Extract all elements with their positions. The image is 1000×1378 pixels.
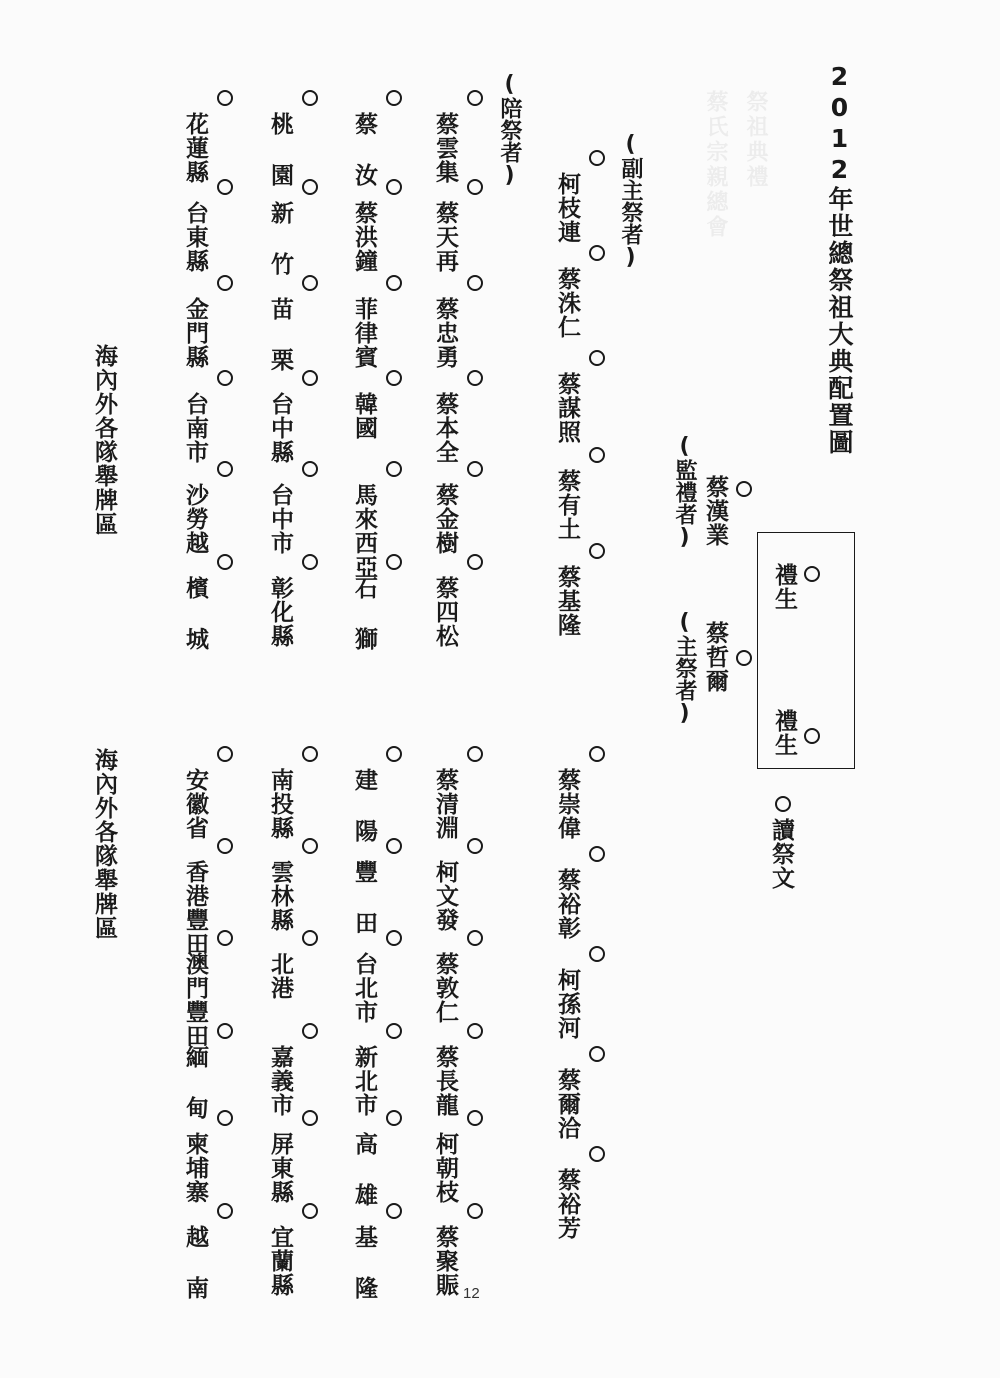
seat-name: 蔡謀照 [554, 372, 580, 444]
seat-name: 檳 城 [182, 576, 208, 651]
seat-name: 台北市 [351, 952, 377, 1024]
banner-area-right: 海內外各隊舉牌區 [91, 748, 117, 940]
seat-marker [589, 1046, 605, 1062]
seat-marker [386, 1110, 402, 1126]
accompany-label: (陪祭者) [497, 72, 522, 188]
seat-marker [467, 746, 483, 762]
seat-marker [467, 370, 483, 386]
seat-name: 馬來西亞 [351, 483, 377, 579]
seat-marker [217, 746, 233, 762]
seat-marker [386, 746, 402, 762]
seat-marker [386, 554, 402, 570]
seat-marker [589, 746, 605, 762]
seat-name: 沙勞越 [182, 483, 208, 555]
seat-marker [386, 370, 402, 386]
seat-marker [217, 1203, 233, 1219]
bleed-through-text: 蔡氏宗親總會 [703, 90, 728, 240]
seat-name: 北港 [267, 952, 293, 1000]
seat-marker [386, 1023, 402, 1039]
seat-name: 柯文發 [432, 860, 458, 932]
seat-marker [589, 946, 605, 962]
seat-marker [217, 370, 233, 386]
seat-marker [217, 275, 233, 291]
seat-name: 蔡洙仁 [554, 267, 580, 339]
seat-name: 新 竹 [267, 201, 293, 276]
seat-name: 柯朝枝 [432, 1132, 458, 1204]
seat-marker [467, 930, 483, 946]
seat-marker [386, 461, 402, 477]
ceremony-seat-marker [804, 566, 820, 582]
seat-name: 新北市 [351, 1045, 377, 1117]
seat-marker [302, 746, 318, 762]
seat-marker [386, 1203, 402, 1219]
seat-marker [302, 370, 318, 386]
seat-name: 蔡崇偉 [554, 768, 580, 840]
seat-marker [217, 1023, 233, 1039]
seat-name: 桃 園 [267, 112, 293, 187]
chief-seat-marker [736, 650, 752, 666]
seat-name: 蔡裕芳 [554, 1168, 580, 1240]
seat-name: 台中縣 [267, 392, 293, 464]
seat-marker [302, 838, 318, 854]
seat-name: 蔡四松 [432, 576, 458, 648]
seat-name: 越 南 [182, 1225, 208, 1300]
supervisor-role: (監禮者) [672, 434, 697, 550]
page-number: 12 [463, 1285, 480, 1302]
seat-marker [589, 350, 605, 366]
seat-marker [386, 838, 402, 854]
seat-name: 台東縣 [182, 201, 208, 273]
reader-seat-marker [775, 796, 791, 812]
seat-name: 蔡基隆 [554, 565, 580, 637]
seat-name: 屏東縣 [267, 1132, 293, 1204]
seat-name: 基 隆 [351, 1225, 377, 1300]
seat-name: 台中市 [267, 483, 293, 555]
seat-name: 蔡有土 [554, 469, 580, 541]
bleed-through-text: 祭祖典禮 [743, 90, 768, 190]
seat-marker [302, 1110, 318, 1126]
seat-marker [302, 554, 318, 570]
seat-marker [467, 90, 483, 106]
ceremony-attendant-1: 禮生 [771, 563, 797, 611]
seat-marker [386, 275, 402, 291]
seat-name: 安徽省 [182, 768, 208, 840]
seat-marker [217, 1110, 233, 1126]
reader-label: 讀祭文 [768, 818, 794, 890]
seat-marker [467, 1023, 483, 1039]
seat-marker [217, 461, 233, 477]
seat-name: 台南市 [182, 392, 208, 464]
seat-marker [217, 179, 233, 195]
seat-name: 蔡天再 [432, 201, 458, 273]
seat-name: 菲律賓 [351, 297, 377, 369]
seat-marker [589, 543, 605, 559]
seat-marker [467, 554, 483, 570]
seat-name: 彰化縣 [267, 576, 293, 648]
seat-name: 柬埔寨 [182, 1132, 208, 1204]
seat-marker [589, 447, 605, 463]
seat-name: 蔡敦仁 [432, 952, 458, 1024]
seat-marker [467, 838, 483, 854]
seat-marker [386, 179, 402, 195]
seat-name: 蔡本全 [432, 392, 458, 464]
seat-marker [302, 461, 318, 477]
page-title: 2012年世總祭祖大典配置圖 [825, 62, 854, 456]
vice-chief-label: (副主祭者) [618, 132, 643, 270]
banner-area-left: 海內外各隊舉牌區 [91, 344, 117, 536]
seat-marker [386, 90, 402, 106]
seat-name: 蔡爾洽 [554, 1068, 580, 1140]
seat-name: 柯枝連 [554, 172, 580, 244]
seat-name: 蔡洪鐘 [351, 201, 377, 273]
seat-name: 蔡忠勇 [432, 297, 458, 369]
seat-marker [302, 1023, 318, 1039]
seat-name: 韓國 [351, 392, 377, 440]
seat-marker [467, 179, 483, 195]
chief-role: (主祭者) [672, 610, 697, 726]
seat-name: 南投縣 [267, 768, 293, 840]
seat-name: 金門縣 [182, 297, 208, 369]
ceremony-seat-marker [804, 728, 820, 744]
seat-marker [467, 1203, 483, 1219]
seat-marker [302, 1203, 318, 1219]
seat-marker [217, 554, 233, 570]
seat-marker [386, 930, 402, 946]
seat-marker [217, 838, 233, 854]
seat-name: 苗 栗 [267, 297, 293, 372]
seat-name: 澳門豐田 [182, 952, 208, 1048]
seat-name: 花蓮縣 [182, 112, 208, 184]
seat-marker [467, 275, 483, 291]
seat-name: 蔡聚賑 [432, 1225, 458, 1297]
seat-marker [467, 1110, 483, 1126]
seat-marker [302, 275, 318, 291]
seat-name: 宜蘭縣 [267, 1225, 293, 1297]
seat-name: 蔡金樹 [432, 483, 458, 555]
seat-marker [302, 90, 318, 106]
seat-name: 緬 甸 [182, 1045, 208, 1120]
seat-marker [217, 930, 233, 946]
seat-marker [302, 930, 318, 946]
seat-marker [467, 461, 483, 477]
seat-name: 蔡清淵 [432, 768, 458, 840]
seat-marker [302, 179, 318, 195]
seat-name: 蔡雲集 [432, 112, 458, 184]
seat-name: 香港豐田 [182, 860, 208, 956]
seat-marker [589, 846, 605, 862]
seat-name: 建 陽 [351, 768, 377, 843]
supervisor-seat-marker [736, 481, 752, 497]
seat-name: 高 雄 [351, 1132, 377, 1207]
seat-marker [589, 245, 605, 261]
seat-name: 蔡長龍 [432, 1045, 458, 1117]
seat-name: 嘉義市 [267, 1045, 293, 1117]
seat-marker [589, 150, 605, 166]
supervisor-name: 蔡漢業 [702, 475, 728, 547]
seat-name: 蔡 汝 [351, 112, 377, 187]
seat-name: 石 獅 [351, 576, 377, 651]
seat-name: 豐 田 [351, 860, 377, 935]
ceremony-attendant-2: 禮生 [771, 709, 797, 757]
seat-name: 柯孫河 [554, 968, 580, 1040]
chief-name: 蔡哲爾 [702, 621, 728, 693]
seat-marker [589, 1146, 605, 1162]
seat-marker [217, 90, 233, 106]
seat-name: 雲林縣 [267, 860, 293, 932]
seat-name: 蔡裕彰 [554, 868, 580, 940]
